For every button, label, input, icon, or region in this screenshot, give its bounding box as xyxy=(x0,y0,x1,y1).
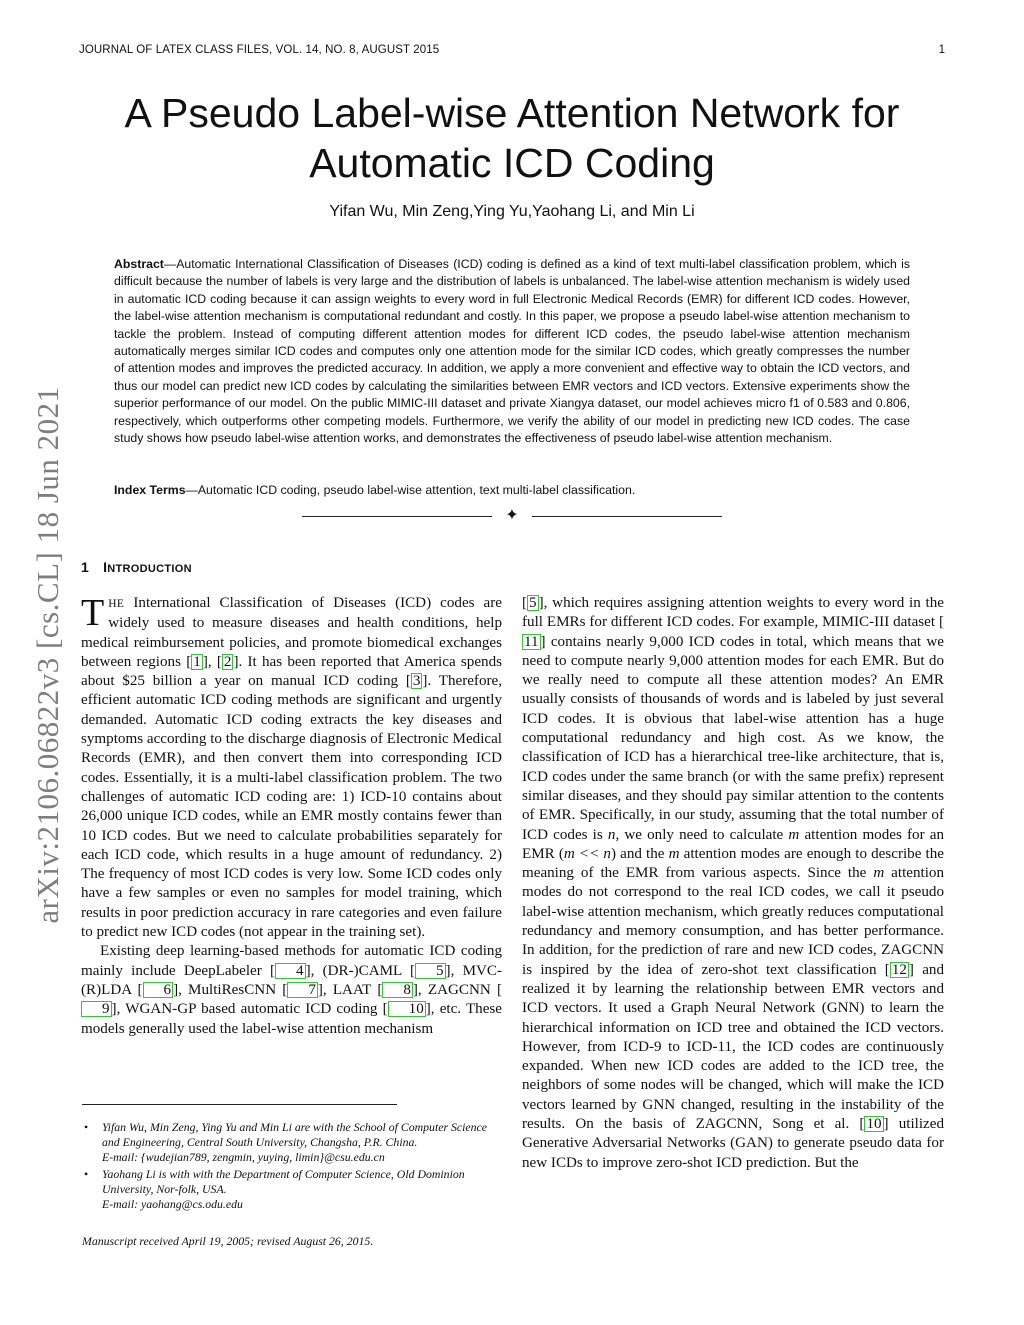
citation-link[interactable]: 2 xyxy=(223,653,232,670)
text-run: , (DR-)CAML xyxy=(310,962,410,979)
citation-link[interactable]: 6 xyxy=(143,982,174,998)
citation-link[interactable]: 9 xyxy=(81,1001,112,1017)
affiliation-footnotes xyxy=(82,1120,502,1213)
smallcaps-lead: HE xyxy=(108,598,125,610)
index-terms-text: —Automatic ICD coding, pseudo label-wise attention, text multi-label classification. xyxy=(185,483,636,497)
citation-link[interactable]: 10 xyxy=(388,1001,426,1017)
footnote-email: E-mail: {wudejian789, zengmin, yuying, limin}@csu.edu.cn xyxy=(102,1150,385,1165)
abstract xyxy=(114,256,910,447)
title-line-2: Automatic ICD Coding xyxy=(309,140,715,186)
arxiv-stamp xyxy=(28,360,68,950)
citation-link[interactable]: 12 xyxy=(891,961,907,978)
running-header xyxy=(79,44,945,60)
divider-line-left xyxy=(302,516,492,517)
text-run: , we only need to calculate xyxy=(615,826,789,843)
left-column xyxy=(81,594,502,1039)
paper-title xyxy=(90,88,934,188)
math-variable: m xyxy=(873,865,885,882)
index-terms-label: Index Terms xyxy=(114,483,186,497)
math-variable: m xyxy=(668,845,680,862)
footnote-affiliation: Yaohang Li is with with the Department of Computer Science, Old Dominion University, Nor-folk, USA. xyxy=(102,1166,465,1196)
footnote-rule xyxy=(82,1104,397,1105)
bullet-icon: • xyxy=(84,1166,89,1181)
footnote-item xyxy=(82,1120,502,1166)
title-line-1: A Pseudo Label-wise Attention Network for xyxy=(124,90,900,136)
text-run: . Therefore, efficient automatic ICD coding methods are significant and urgently demanded. Automatic ICD coding extracts the key diseases and symptoms according to the discharge diagnosis of Electronic Medical Records (EMR), and then convert them into corresponding ICD codes. Essentially, it is a multi-label classification problem. The two challenges of automatic ICD coding are: 1) ICD-10 contains about 26,000 unique ICD codes, while an EMR mostly contains fewer than 10 ICD codes. But we need to calculate probabilities separately for each ICD code, which results in a huge amount of redundancy. 2) The frequency of most ICD codes is very low. Some ICD codes only have a few samples or even no samples for model training, which results in poor prediction accuracy in rare categories and even failure to predict new ICD codes (not appear in the training set). xyxy=(81,673,502,941)
math-variable: n xyxy=(607,826,616,843)
text-run: , etc. These models generally used the label-wise attention mechanism xyxy=(81,1001,502,1037)
text-run: International Classification of Diseases (ICD) codes are widely used to measure diseases and health conditions, help medical reimbursement policies, and promote biomedical exchanges between regions xyxy=(81,595,502,670)
abstract-text: —Automatic International Classification of Diseases (ICD) coding is defined as a kind of text multi-label classification problem, which is difficult because the number of labels is very large and the distribution of labels is unbalanced. The label-wise attention mechanism is widely used in automatic ICD coding because it can assign weights to every word in full Electronic Medical Records (EMR) for different ICD codes. However, the label-wise attention mechanism is computational redundant and costly. In this paper, we propose a pseudo label-wise attention mechanism to tackle the problem. Instead of computing different attention modes for different ICD codes, the pseudo label-wise attention mechanism automatically merges similar ICD codes and computes only one attention mode for the similar ICD codes, which greatly compresses the number of attention modes and improves the predicted accuracy. In addition, we apply a more convenient and effective way to obtain the ICD vectors, and thus our model can predict new ICD codes by calculating the similarities between EMR vectors and ICD vectors. Extensive experiments show the superior performance of our model. On the public MIMIC-III dataset and private Xiangya dataset, our model achieves micro f1 of 0.583 and 0.806, respectively, which outperforms other competing models. Furthermore, we verify the ability of our model in predicting new ICD codes. The case study shows how pseudo label-wise attention works, and demonstrates the effectiveness of pseudo label-wise attention mechanism. xyxy=(114,257,910,446)
divider-star-icon: ✦ xyxy=(505,507,519,524)
text-run: , xyxy=(207,653,217,670)
paragraph: [ 5 ], which requires assigning attention weights to every word in the full EMRs for different ICD codes. For example, MIMIC-III dataset [11 ] contains nearly 9,000 ICD codes in total, which means that we need to compute nearly 9,000 attention modes for each EMR. But do we really need to compute all these attention modes? An EMR usually consists of thousands of words and is labeled by just several ICD codes. It is obvious that label-wise attention has a huge computational redundancy and high cost. As we know, the classification of ICD has a hierarchical tree-like architecture, that is, ICD codes under the same branch (or with the same prefix) represent similar diseases, and they should pay similar attention to the contents of EMR. Specifically, in our study, assuming that the total number of ICD codes is n, we only need to calculate m attention modes for an EMR (m << n) and the m attention modes are enough to describe the meaning of the EMR from various aspects. Since the m attention modes do not correspond to the real ICD codes, we call it pseudo label-wise attention mechanism, which greatly reduces computational redundancy and memory consumption, and has better performance. In addition, for the prediction of rare and new ICD codes, ZAGCNN is inspired by the idea of zero-shot text classification [ 12 ] and realized it by learning the relationship between EMR vectors and ICD vectors. It used a Graph Neural Network (GNN) to learn the hierarchical information on ICD tree and obtained the ICD vectors. However, from ICD-9 to ICD-11, the ICD codes are continuously expanded. When new ICD codes are added to the ICD tree, the neighbors of some nodes will be changed, which will make the ICD vectors learned by GNN changed, resulting in the instability of the results. On the basis of ZAGCNN, Song et al. [ 10 ] utilized Generative Adversarial Networks (GAN) to generate pseudo data for new ICDs to improve zero-shot ICD prediction. But the xyxy=(522,595,944,1171)
text-run: utilized Generative Adversarial Networks (GAN) to generate pseudo data for new ICDs to improve zero-shot ICD prediction. But the xyxy=(522,1116,944,1171)
divider-line-right xyxy=(532,516,722,517)
text-run: , which requires assigning attention weights to every word in the full EMRs for different ICD codes. For example, MIMIC-III dataset xyxy=(522,595,944,631)
text-run: , LAAT xyxy=(322,981,378,998)
index-terms xyxy=(114,482,910,499)
manuscript-note: Manuscript received April 19, 2005; revised August 26, 2015. xyxy=(82,1234,374,1248)
text-run: contains nearly 9,000 ICD codes in total, which means that we need to compute nearly 9,000 attention modes for each EMR. But do we really need to compute all these attention modes? An EMR usually consists of thousands of words and is labeled by just several ICD codes. It is obvious that label-wise attention has a huge computational redundancy and high cost. As we know, the classification of ICD has a hierarchical tree-like architecture, that is, ICD codes under the same branch (or with the same prefix) represent similar diseases, and they should pay similar attention to the contents of EMR. Specifically, in our study, assuming that the total number of ICD codes is xyxy=(522,633,944,843)
arxiv-identifier: arXiv:2106.06822v3 [cs.CL] 18 Jun 2021 xyxy=(30,386,65,924)
citation-link[interactable]: 3 xyxy=(412,673,421,690)
text-run: and realized it by learning the relationship between EMR vectors and ICD vectors. It used a Graph Neural Network (GNN) to learn the hierarchical information on ICD tree and obtained the ICD vectors. However, from ICD-9 to ICD-11, the ICD codes are continuously expanded. When new ICD codes are added to the ICD tree, the neighbors of some nodes will be changed, which will make the ICD vectors learned by GNN changed, resulting in the instability of the results. On the basis of ZAGCNN, Song et al. xyxy=(522,961,944,1133)
footnote-email: E-mail: yaohang@cs.odu.edu xyxy=(102,1197,243,1212)
journal-header: JOURNAL OF LATEX CLASS FILES, VOL. 14, NO. 8, AUGUST 2015 xyxy=(79,44,440,56)
citation-link[interactable]: 10 xyxy=(866,1116,882,1133)
section-heading xyxy=(81,559,192,575)
paragraph: THE International Classification of Diseases (ICD) codes are widely used to measure diseases and health conditions, help medical reimbursement policies, and promote biomedical exchanges between regions [ 1 ], [ 2 ]. It has been reported that America spends about $25 billion a year on manual ICD coding [ 3 ]. Therefore, efficient automatic ICD coding methods are significant and urgently demanded. Automatic ICD coding extracts the key diseases and symptoms according to the discharge diagnosis of Electronic Medical Records (EMR), and then convert them into corresponding ICD codes. Essentially, it is a multi-label classification problem. The two challenges of automatic ICD coding are: 1) ICD-10 contains about 26,000 unique ICD codes, while an EMR mostly contains fewer than 10 ICD codes. But we need to calculate probabilities separately for each ICD code, which results in a huge amount of redundancy. 2) The frequency of most ICD codes is very low. Some ICD codes only have a few samples or even no samples for model training, which results in poor prediction accuracy in rare categories and even failure to predict new ICD codes (not appear in the training set). xyxy=(81,592,502,941)
text-run: attention modes do not correspond to the real ICD codes, we call it pseudo label-wise attention mechanism, which greatly reduces computational redundancy and memory consumption, and has better performance. In addition, for the prediction of rare and new ICD codes, ZAGCNN is inspired by the idea of zero-shot text classification xyxy=(522,865,944,978)
text-run: ) and the xyxy=(610,845,669,862)
author-list: Yifan Wu, Min Zeng,Ying Yu,Yaohang Li, and Min Li xyxy=(329,203,695,220)
section-title-initial: I xyxy=(103,559,108,575)
math-expression: m << n xyxy=(563,845,611,862)
citation-link[interactable]: 5 xyxy=(415,963,446,979)
right-column xyxy=(522,594,944,1173)
section-title-rest: NTRODUCTION xyxy=(107,563,192,575)
text-run: , MVC-(R)LDA xyxy=(81,962,502,998)
text-run: , ZAGCNN xyxy=(417,981,497,998)
citation-link[interactable]: 11 xyxy=(524,633,539,650)
text-run: attention modes for an EMR ( xyxy=(522,826,944,862)
footnote-item xyxy=(82,1167,502,1213)
citation-link[interactable]: 4 xyxy=(275,963,306,979)
bullet-icon: • xyxy=(84,1120,89,1134)
text-run: attention modes are enough to describe the meaning of the EMR from various aspects. Since the xyxy=(522,845,944,882)
page-number: 1 xyxy=(938,44,945,56)
citation-link[interactable]: 7 xyxy=(287,982,318,998)
citation-link[interactable]: 1 xyxy=(193,653,201,670)
drop-cap: T xyxy=(81,592,105,634)
section-divider xyxy=(302,507,722,527)
footnote-affiliation: Yifan Wu, Min Zeng, Ying Yu and Min Li are with the School of Computer Science and Engineering, Central South University, Changsha, P.R. China. xyxy=(102,1120,488,1150)
text-run: . It has been reported that America spends about $25 billion a year on manual ICD coding xyxy=(81,653,502,690)
citation-link[interactable]: 5 xyxy=(529,595,537,611)
citation-link[interactable]: 8 xyxy=(382,982,413,998)
paragraph: Existing deep learning-based methods for automatic ICD coding mainly include DeepLabeler [ 4 ], (DR-)CAML [ 5 ], MVC-(R)LDA [ 6 ], MultiResCNN [ 7 ], LAAT [ 8 ], ZAGCNN [9 ], WGAN-GP based automatic ICD coding [ 10 ], etc. These models generally used the label-wise attention mechanism xyxy=(81,943,502,1037)
text-run: , WGAN-GP based automatic ICD coding xyxy=(116,1001,383,1018)
math-variable: m xyxy=(788,826,800,843)
text-run: , MultiResCNN xyxy=(178,981,283,998)
section-number: 1 xyxy=(81,559,90,575)
abstract-label: Abstract xyxy=(114,257,164,271)
text-run: Existing deep learning-based methods for automatic ICD coding mainly include DeepLabeler xyxy=(81,943,502,979)
